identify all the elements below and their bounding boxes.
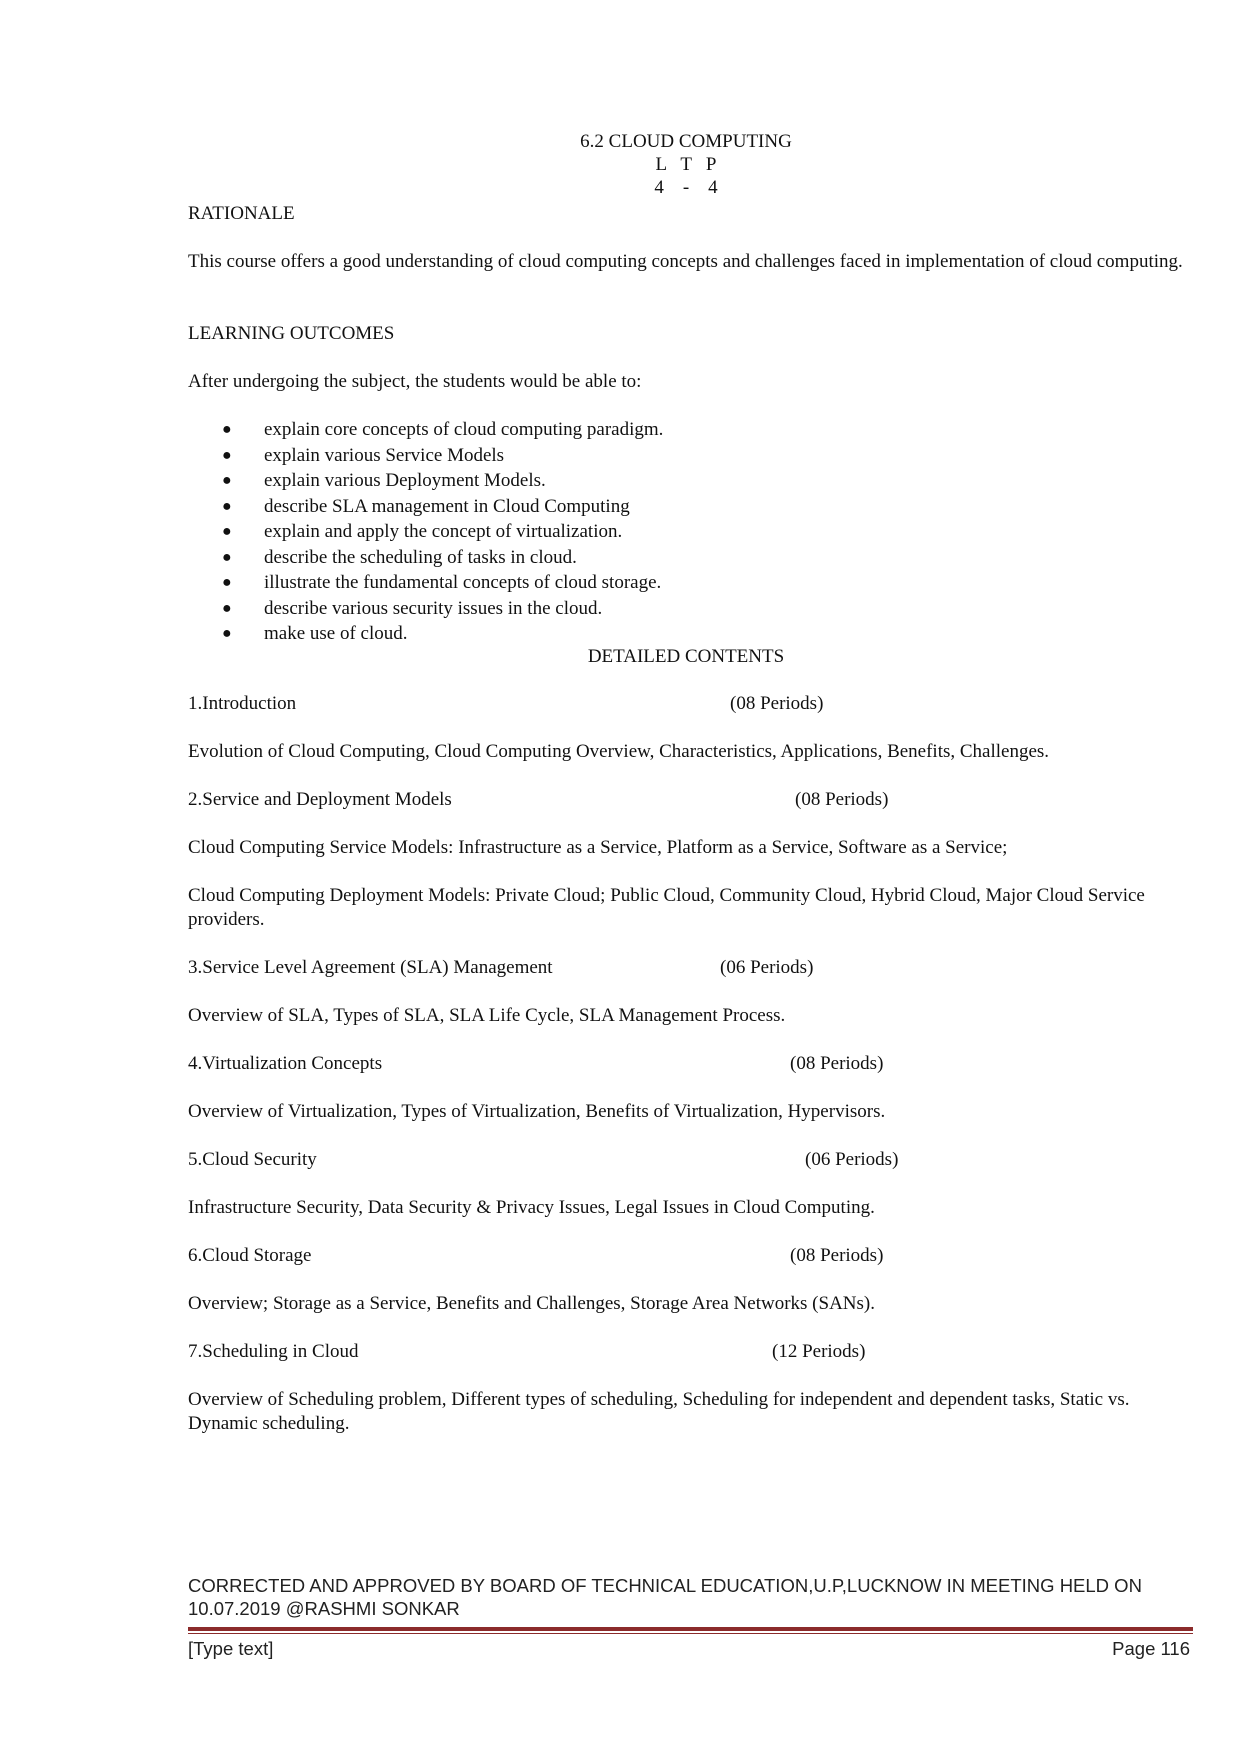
section-paragraph: Overview; Storage as a Service, Benefits and Challenges, Storage Area Networks (SANs). — [188, 1293, 875, 1314]
list-item: ● explain core concepts of cloud computing paradigm. — [222, 419, 664, 440]
section-title: 2.Service and Deployment Models — [188, 789, 452, 810]
list-item: ● explain various Deployment Models. — [222, 470, 546, 491]
section-title: 5.Cloud Security — [188, 1149, 317, 1170]
list-item: ● illustrate the fundamental concepts of cloud storage. — [222, 572, 662, 593]
ltp-labels: L T P — [655, 154, 717, 175]
bullet-icon: ● — [222, 599, 232, 617]
section-paragraph: Evolution of Cloud Computing, Cloud Computing Overview, Characteristics, Applications, Benefits, Challenges. — [188, 741, 1050, 762]
list-item: ● describe various security issues in the cloud. — [222, 597, 603, 619]
bullet-icon: ● — [222, 523, 232, 540]
ltp-values: 4 - 4 — [654, 177, 718, 198]
page-number: Page 116 — [1112, 1638, 1190, 1659]
approval-line: 10.07.2019 @RASHMI SONKAR — [188, 1598, 460, 1619]
list-item: ● describe the scheduling of tasks in cloud. — [222, 546, 577, 568]
list-item: ● explain various Service Models — [222, 444, 505, 466]
section-periods: (08 Periods) — [730, 693, 824, 714]
footer-divider — [188, 1627, 1193, 1631]
section-paragraph: Infrastructure Security, Data Security & Privacy Issues, Legal Issues in Cloud Computing. — [188, 1197, 875, 1218]
rationale-heading: RATIONALE — [188, 203, 295, 224]
section-periods: (08 Periods) — [790, 1053, 884, 1074]
bullet-icon: ● — [222, 625, 232, 642]
section-periods: (08 Periods) — [795, 789, 889, 810]
learning-outcomes-heading: LEARNING OUTCOMES — [188, 323, 395, 344]
section-periods: (08 Periods) — [790, 1245, 884, 1266]
section-paragraph: Overview of Scheduling problem, Different types of scheduling, Scheduling for independent and dependent tasks, Static vs. Dynamic scheduling. — [188, 1389, 1130, 1434]
bullet-icon: ● — [222, 548, 232, 566]
list-item: ● explain and apply the concept of virtualization. — [222, 521, 623, 542]
bullet-icon: ● — [222, 421, 232, 438]
section-title: 7.Scheduling in Cloud — [188, 1341, 359, 1362]
section-periods: (12 Periods) — [772, 1341, 866, 1362]
section-periods: (06 Periods) — [720, 957, 814, 978]
section-title: 6.Cloud Storage — [188, 1245, 312, 1266]
section-paragraph: Overview of SLA, Types of SLA, SLA Life Cycle, SLA Management Process. — [188, 1005, 786, 1026]
section-paragraph: Cloud Computing Service Models: Infrastructure as a Service, Platform as a Service, Software as a Service; — [188, 837, 1008, 858]
section-paragraph: Cloud Computing Deployment Models: Private Cloud; Public Cloud, Community Cloud, Hybrid Cloud, Major Cloud Service providers. — [188, 885, 1145, 930]
detailed-contents-heading: DETAILED CONTENTS — [587, 646, 785, 667]
section-title: 4.Virtualization Concepts — [188, 1053, 383, 1074]
list-item: ● make use of cloud. — [222, 623, 408, 644]
learning-outcomes-list — [222, 418, 663, 648]
bullet-icon: ● — [222, 446, 232, 464]
bullet-icon: ● — [222, 497, 232, 515]
course-title: 6.2 CLOUD COMPUTING — [580, 131, 792, 152]
section-title: 3.Service Level Agreement (SLA) Management — [188, 957, 553, 978]
rationale-text: This course offers a good understanding of cloud computing concepts and challenges faced in implementation of cloud computing. — [188, 251, 1183, 272]
bullet-icon: ● — [222, 574, 232, 591]
learning-outcomes-intro: After undergoing the subject, the students would be able to: — [188, 371, 642, 392]
section-title: 1.Introduction — [188, 693, 297, 714]
section-periods: (06 Periods) — [805, 1149, 899, 1170]
bullet-icon: ● — [222, 472, 232, 489]
footer-divider — [188, 1633, 1193, 1634]
section-paragraph: Overview of Virtualization, Types of Virtualization, Benefits of Virtualization, Hypervisors. — [188, 1101, 886, 1122]
footer-left-text: [Type text] — [188, 1638, 274, 1659]
list-item: ● describe SLA management in Cloud Computing — [222, 495, 630, 517]
approval-line: CORRECTED AND APPROVED BY BOARD OF TECHNICAL EDUCATION,U.P,LUCKNOW IN MEETING HELD ON — [188, 1575, 1142, 1596]
